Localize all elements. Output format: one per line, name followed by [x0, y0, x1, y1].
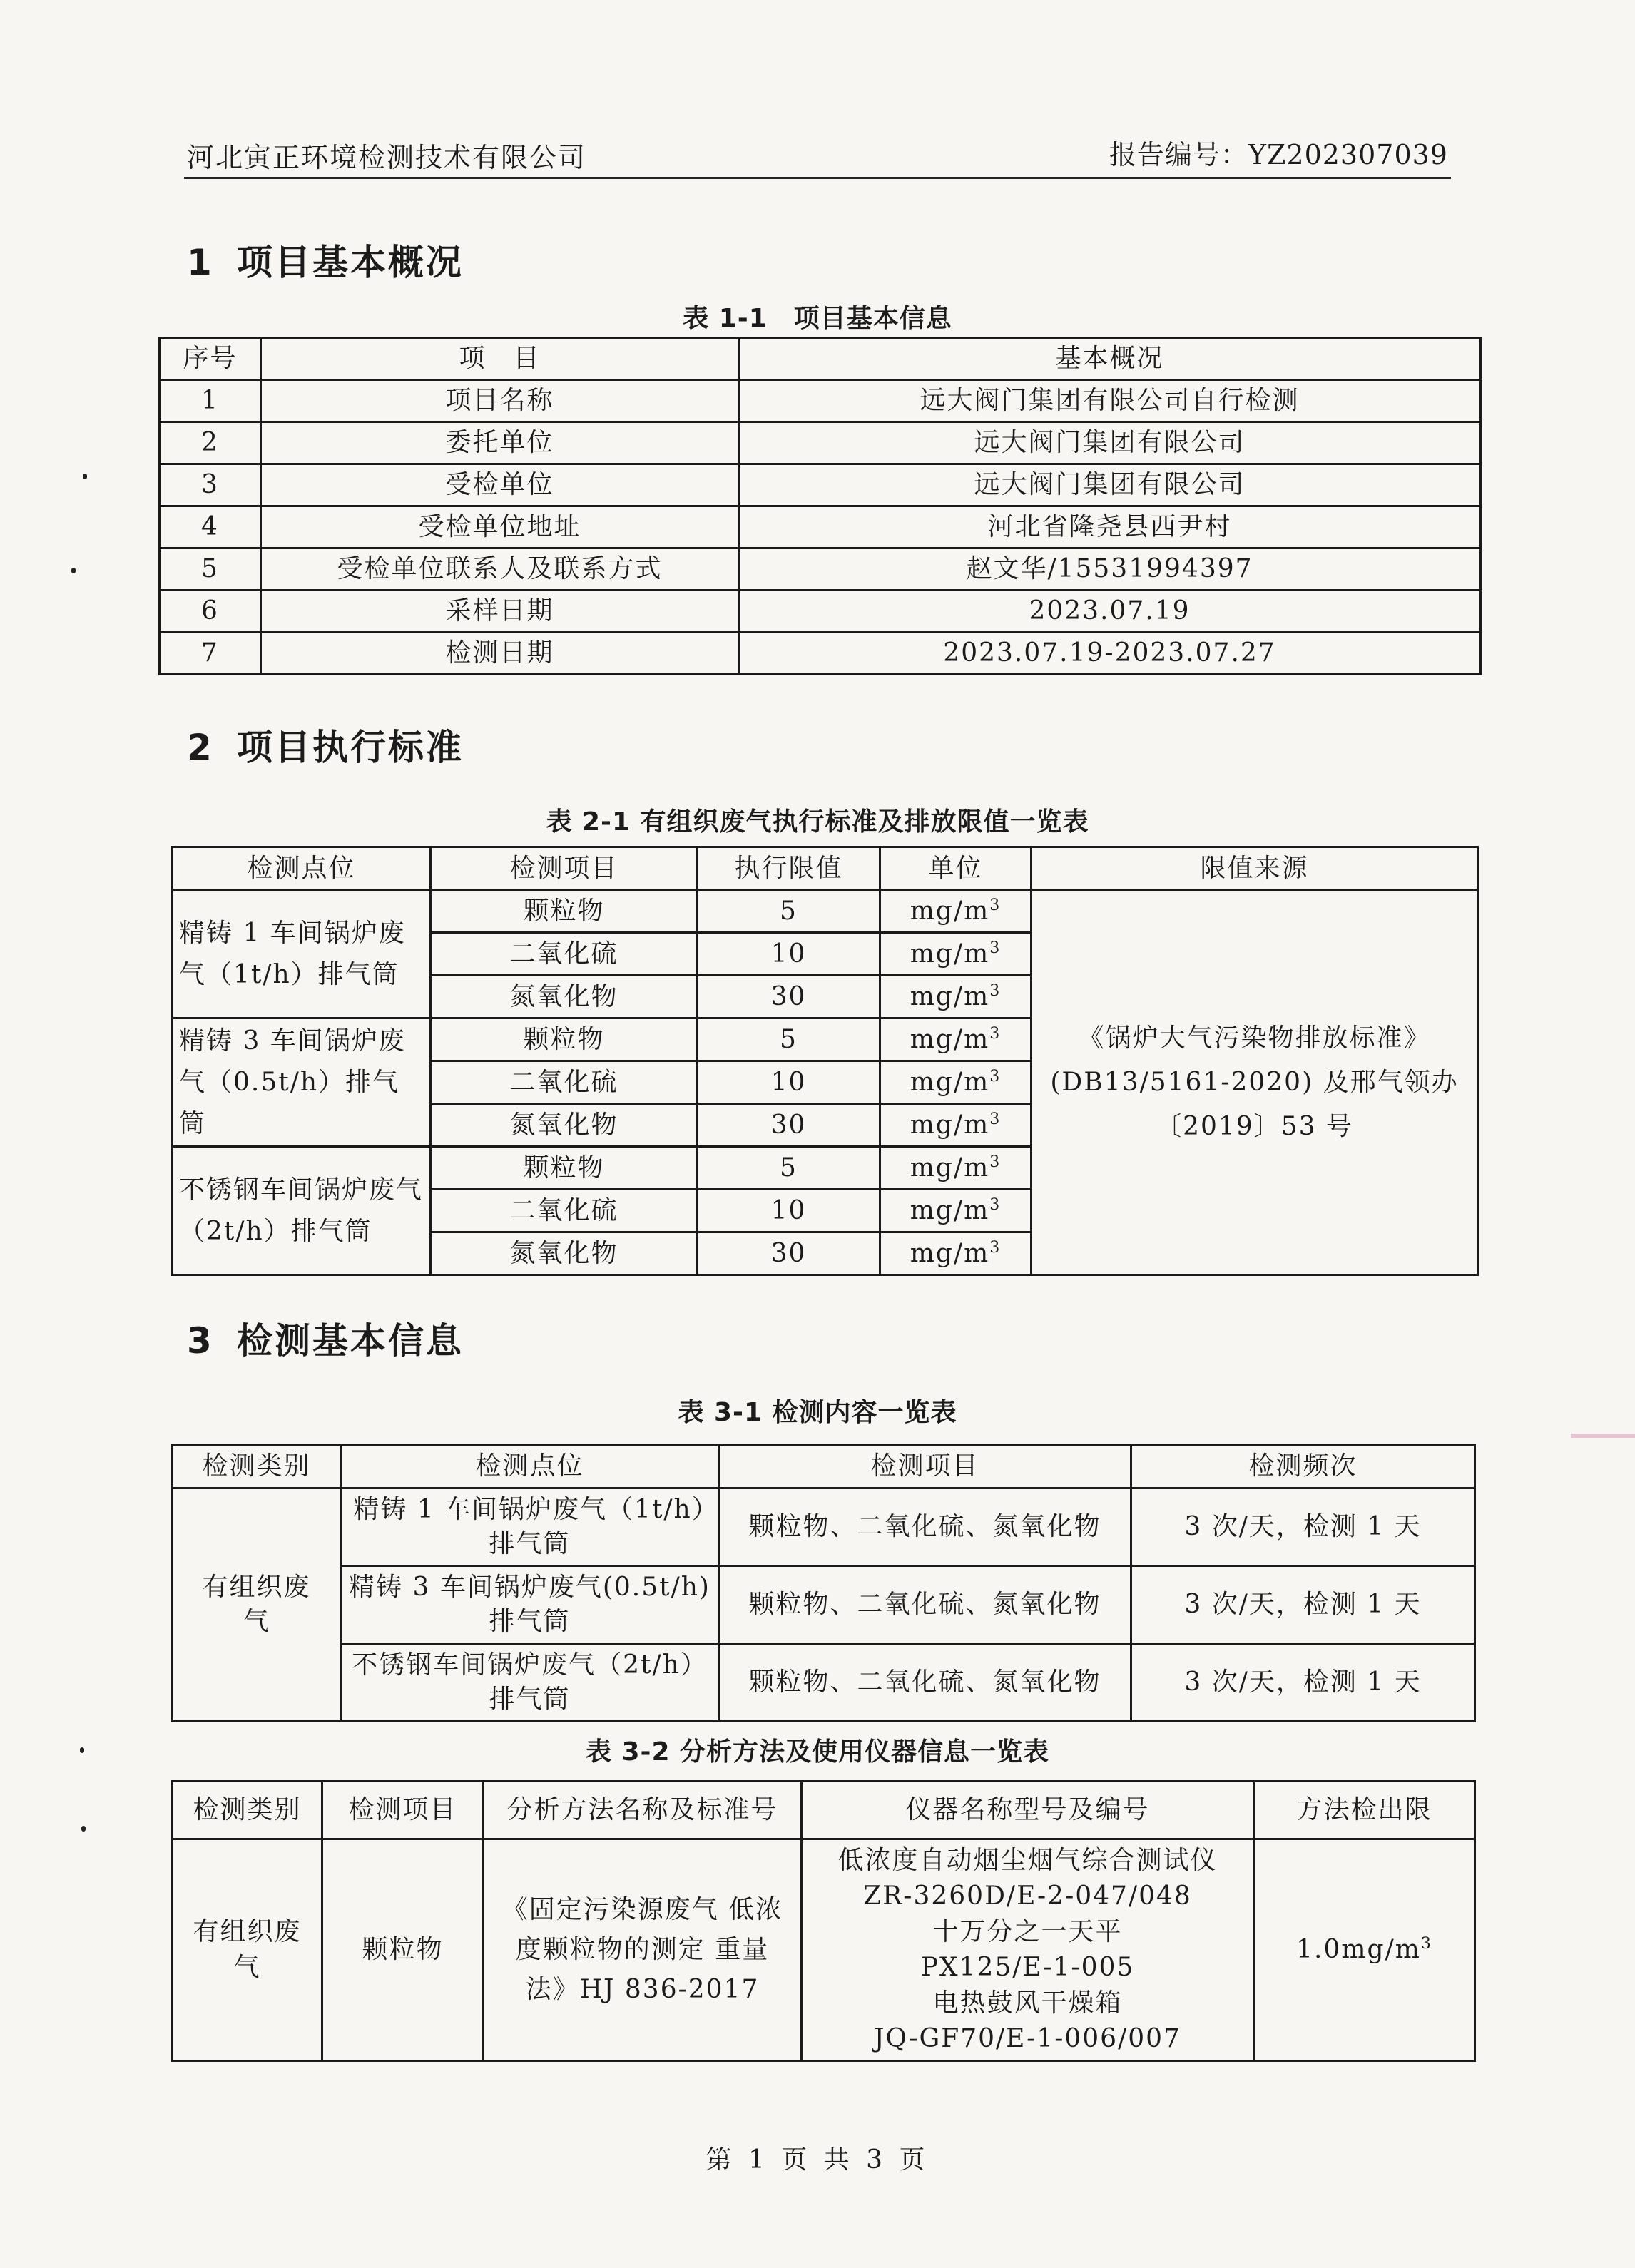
unit-exponent: 3: [989, 1067, 1002, 1086]
table-cell: 河北省隆尧县西尹村: [739, 506, 1481, 548]
column-header: 检测类别: [173, 1445, 341, 1488]
table-row: [160, 548, 1481, 591]
items-cell: 颗粒物、二氧化硫、氮氧化物: [719, 1488, 1131, 1566]
table-row: [173, 1488, 1475, 1566]
unit-cell: [880, 1190, 1032, 1232]
monitoring-point: 不锈钢车间锅炉废气（2t/h）排气筒: [173, 1147, 431, 1275]
column-header: 检测项目: [431, 847, 698, 890]
column-header: 序号: [160, 338, 261, 380]
table-cell: 受检单位地址: [261, 506, 739, 548]
scan-speck: [80, 1747, 84, 1753]
table-row: [160, 422, 1481, 464]
item-cell: 二氧化硫: [431, 1061, 698, 1104]
method-cell: 《固定污染源废气 低浓度颗粒物的测定 重量法》HJ 836-2017: [484, 1839, 802, 2061]
table-row: [173, 1566, 1475, 1644]
unit-exponent: 3: [989, 896, 1002, 914]
table-header-row: [160, 338, 1481, 380]
table-cell: 2023.07.19-2023.07.27: [739, 633, 1481, 675]
frequency-cell: 3 次/天，检测 1 天: [1131, 1488, 1475, 1566]
unit-cell: [880, 1018, 1032, 1061]
monitoring-point: 精铸 1 车间锅炉废气（1t/h）排气筒: [173, 890, 431, 1018]
standards-table: [171, 846, 1479, 1276]
table-2-1-caption: 表 2-1 有组织废气执行标准及排放限值一览表: [546, 807, 1089, 837]
limit-source: 《锅炉大气污染物排放标准》(DB13/5161-2020) 及邢气领办〔2019〕53 号: [1032, 890, 1478, 1275]
unit-cell: [880, 1147, 1032, 1190]
table-cell: 远大阀门集团有限公司: [739, 422, 1481, 464]
instrument-line: 十万分之一天平: [932, 1917, 1123, 1946]
header-rule: [184, 177, 1451, 179]
table-row: [160, 506, 1481, 548]
items-cell: 颗粒物、二氧化硫、氮氧化物: [719, 1566, 1131, 1644]
unit-base: mg/m: [910, 1024, 990, 1054]
unit-exponent: 3: [989, 1195, 1002, 1214]
section-3-heading: [187, 1312, 464, 1364]
item-cell: 氮氧化物: [431, 1104, 698, 1147]
unit-base: mg/m: [910, 939, 990, 969]
section-1-heading: [187, 234, 464, 285]
section-title: 项目执行标准: [237, 727, 464, 768]
item-cell: 颗粒物: [431, 890, 698, 933]
table-cell: 委托单位: [261, 422, 739, 464]
table-cell: 2023.07.19: [739, 591, 1481, 633]
section-title: 项目基本概况: [237, 242, 464, 283]
table-header-row: [173, 1445, 1475, 1488]
unit-exponent: 3: [989, 1153, 1002, 1171]
section-title: 检测基本信息: [237, 1320, 464, 1362]
unit-base: mg/m: [910, 981, 990, 1011]
table-cell: 5: [160, 548, 261, 591]
table-row: [173, 1644, 1475, 1722]
items-cell: 颗粒物、二氧化硫、氮氧化物: [719, 1644, 1131, 1722]
column-header: 检测项目: [719, 1445, 1131, 1488]
unit-base: mg/m: [910, 1110, 990, 1140]
table-cell: 项目名称: [261, 380, 739, 422]
limit-base: 1.0mg/m: [1296, 1935, 1421, 1964]
unit-cell: [880, 976, 1032, 1018]
instrument-line: ZR-3260D/E-2-047/048: [863, 1881, 1192, 1911]
unit-cell: [880, 1104, 1032, 1147]
unit-base: mg/m: [910, 1067, 990, 1097]
column-header: 仪器名称型号及编号: [802, 1782, 1254, 1839]
unit-base: mg/m: [910, 1153, 990, 1182]
category-cell: 有组织废气: [173, 1488, 341, 1722]
unit-cell: [880, 933, 1032, 976]
monitoring-point: 精铸 3 车间锅炉废气（0.5t/h）排气筒: [173, 1018, 431, 1147]
point-cell: 精铸 3 车间锅炉废气(0.5t/h)排气筒: [341, 1566, 719, 1644]
limit-cell: 10: [698, 933, 880, 976]
table-cell: 7: [160, 633, 261, 675]
item-cell: 颗粒物: [322, 1839, 484, 2061]
table-header-row: [173, 847, 1478, 890]
column-header: 分析方法名称及标准号: [484, 1782, 802, 1839]
instrument-line: JQ-GF70/E-1-006/007: [874, 2024, 1181, 2053]
report-number: 报告编号：YZ202307039: [1109, 139, 1448, 170]
section-number: 1: [187, 242, 214, 283]
limit-cell: 10: [698, 1061, 880, 1104]
instrument-line: PX125/E-1-005: [920, 1953, 1135, 1982]
table-cell: 受检单位: [261, 464, 739, 506]
column-header: 检测点位: [341, 1445, 719, 1488]
table-3-1-caption: 表 3-1 检测内容一览表: [678, 1398, 957, 1427]
unit-exponent: 3: [989, 939, 1002, 957]
unit-base: mg/m: [910, 896, 990, 926]
table-1-1-caption: 表 1-1 项目基本信息: [683, 304, 952, 333]
column-header: 基本概况: [739, 338, 1481, 380]
item-cell: 二氧化硫: [431, 933, 698, 976]
unit-cell: [880, 1061, 1032, 1104]
table-cell: 1: [160, 380, 261, 422]
instrument-cell: [802, 1839, 1254, 2061]
point-cell: 精铸 1 车间锅炉废气（1t/h）排气筒: [341, 1488, 719, 1566]
section-number: 3: [187, 1320, 214, 1362]
column-header: 执行限值: [698, 847, 880, 890]
limit-cell: 10: [698, 1190, 880, 1232]
unit-exponent: 3: [989, 1024, 1002, 1043]
monitoring-content-table: [171, 1444, 1476, 1722]
company-name: 河北寅正环境检测技术有限公司: [187, 142, 587, 173]
unit-base: mg/m: [910, 1238, 990, 1268]
table-cell: 4: [160, 506, 261, 548]
table-row: [173, 1839, 1475, 2061]
table-cell: 远大阀门集团有限公司自行检测: [739, 380, 1481, 422]
scan-mark: [1571, 1434, 1635, 1438]
item-cell: 二氧化硫: [431, 1190, 698, 1232]
table-cell: 2: [160, 422, 261, 464]
unit-cell: [880, 890, 1032, 933]
column-header: 方法检出限: [1254, 1782, 1475, 1839]
table-row: [160, 633, 1481, 675]
unit-exponent: 3: [989, 981, 1002, 1000]
column-header: 检测类别: [173, 1782, 322, 1839]
item-cell: 颗粒物: [431, 1147, 698, 1190]
column-header: 检测项目: [322, 1782, 484, 1839]
table-3-2-caption: 表 3-2 分析方法及使用仪器信息一览表: [585, 1737, 1050, 1767]
detection-limit-cell: [1254, 1839, 1475, 2061]
unit-cell: [880, 1232, 1032, 1275]
limit-cell: 30: [698, 1232, 880, 1275]
scan-speck: [83, 474, 87, 479]
table-cell: 3: [160, 464, 261, 506]
table-row: [160, 464, 1481, 506]
table-cell: 采样日期: [261, 591, 739, 633]
column-header: 限值来源: [1032, 847, 1478, 890]
project-info-table: [158, 337, 1482, 675]
table-row: [173, 890, 1478, 933]
unit-exponent: 3: [989, 1110, 1002, 1128]
method-instrument-table: [171, 1780, 1476, 2062]
section-number: 2: [187, 727, 214, 768]
instrument-line: 电热鼓风干燥箱: [932, 1988, 1123, 2018]
limit-cell: 5: [698, 1147, 880, 1190]
limit-cell: 30: [698, 976, 880, 1018]
frequency-cell: 3 次/天，检测 1 天: [1131, 1644, 1475, 1722]
table-cell: 6: [160, 591, 261, 633]
table-header-row: [173, 1782, 1475, 1839]
table-row: [160, 591, 1481, 633]
table-cell: 检测日期: [261, 633, 739, 675]
column-header: 项 目: [261, 338, 739, 380]
unit-exponent: 3: [989, 1238, 1002, 1257]
scan-speck: [81, 1826, 86, 1832]
unit-base: mg/m: [910, 1195, 990, 1225]
column-header: 检测频次: [1131, 1445, 1475, 1488]
item-cell: 颗粒物: [431, 1018, 698, 1061]
column-header: 单位: [880, 847, 1032, 890]
section-2-heading: [187, 719, 464, 770]
scan-speck: [71, 568, 76, 573]
point-cell: 不锈钢车间锅炉废气（2t/h）排气筒: [341, 1644, 719, 1722]
limit-cell: 5: [698, 1018, 880, 1061]
page-footer: 第 1 页 共 3 页: [706, 2145, 929, 2175]
table-cell: 远大阀门集团有限公司: [739, 464, 1481, 506]
column-header: 检测点位: [173, 847, 431, 890]
limit-cell: 30: [698, 1104, 880, 1147]
table-cell: 受检单位联系人及联系方式: [261, 548, 739, 591]
limit-cell: 5: [698, 890, 880, 933]
frequency-cell: 3 次/天，检测 1 天: [1131, 1566, 1475, 1644]
table-cell: 赵文华/15531994397: [739, 548, 1481, 591]
item-cell: 氮氧化物: [431, 976, 698, 1018]
category-cell: 有组织废气: [173, 1839, 322, 2061]
item-cell: 氮氧化物: [431, 1232, 698, 1275]
table-row: [160, 380, 1481, 422]
instrument-line: 低浓度自动烟尘烟气综合测试仪: [837, 1846, 1218, 1875]
limit-exponent: 3: [1420, 1935, 1432, 1953]
